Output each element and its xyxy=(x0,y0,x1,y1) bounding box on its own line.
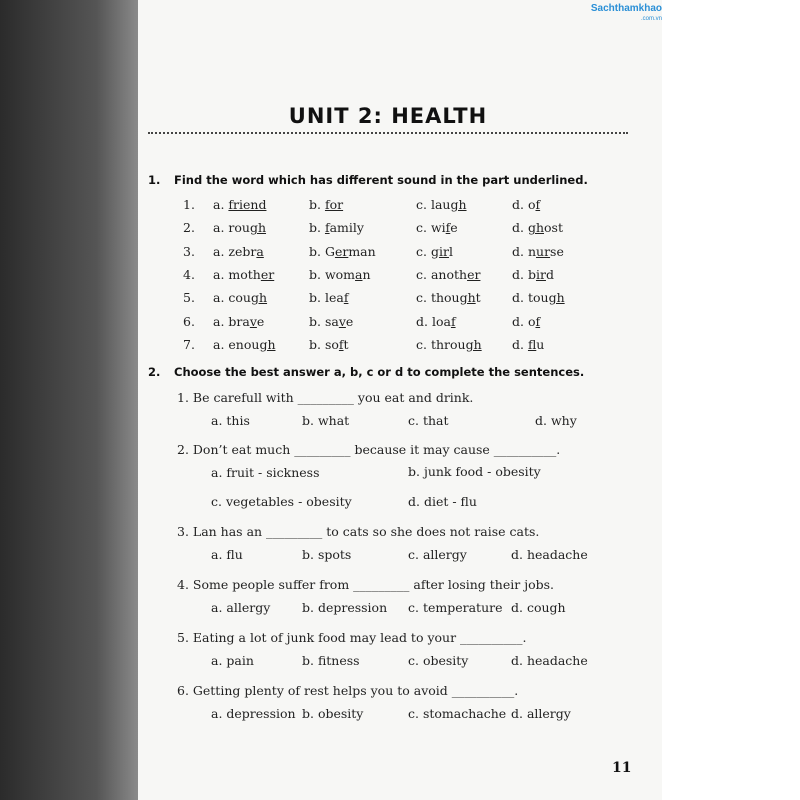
word-option xyxy=(512,220,563,235)
word-part: se xyxy=(550,243,564,259)
row-number: 5. xyxy=(183,290,195,306)
answer-option: b. obesity xyxy=(302,706,364,721)
row-number: 7. xyxy=(183,336,195,352)
word-option xyxy=(416,244,453,259)
underlined-part: gh xyxy=(259,336,276,352)
word-part: b xyxy=(527,266,536,282)
answer-option: a. pain xyxy=(211,653,254,668)
question-text: 6. Getting plenty of rest helps you to avoid __________. xyxy=(177,683,519,698)
answer-option: b. depression xyxy=(302,600,388,615)
option-letter: d. xyxy=(512,290,528,306)
underlined-part: er xyxy=(334,243,349,259)
option-letter: c. xyxy=(416,266,431,282)
option-letter: d. xyxy=(512,313,528,329)
question-text: 3. Lan has an _________ to cats so she does not raise cats. xyxy=(177,524,540,539)
option-letter: c. xyxy=(416,336,431,352)
site-logo xyxy=(582,4,662,24)
answer-option: d. cough xyxy=(511,600,566,615)
underlined-part: gh xyxy=(527,220,545,236)
word-part: so xyxy=(324,336,339,352)
word-part: loa xyxy=(431,313,451,329)
word-option xyxy=(512,267,554,282)
exercise-2-number: 2. xyxy=(148,365,161,379)
word-part: wi xyxy=(430,220,446,236)
answer-option: d. allergy xyxy=(511,706,571,721)
underlined-part: gh xyxy=(465,336,482,352)
underlined-part: a xyxy=(256,243,264,259)
word-option xyxy=(309,220,364,235)
word-option xyxy=(309,290,348,305)
answer-option: d. why xyxy=(535,413,577,428)
underlined-part: er xyxy=(260,266,275,282)
row-number: 1. xyxy=(183,197,195,212)
question-text: 5. Eating a lot of junk food may lead to your __________. xyxy=(177,630,527,645)
underlined-part: f xyxy=(535,197,541,212)
answer-option: b. what xyxy=(302,413,350,428)
answer-option: d. diet - flu xyxy=(408,494,477,509)
word-part: lu xyxy=(536,336,545,352)
word-option xyxy=(416,267,480,282)
page-title: UNIT 2: HEALTH xyxy=(288,104,488,128)
word-part: e xyxy=(345,313,354,329)
underlined-part: ir xyxy=(535,266,546,282)
word-part: e xyxy=(256,313,265,329)
underlined-part: f xyxy=(324,220,330,236)
option-letter: b. xyxy=(309,266,325,282)
underlined-part: f xyxy=(527,336,537,352)
underlined-part: f xyxy=(343,290,349,306)
word-part: ost xyxy=(544,220,563,236)
underlined-part: gh xyxy=(249,220,267,236)
word-part: moth xyxy=(228,266,261,282)
answer-option: a. flu xyxy=(211,547,243,562)
exercise-1-number: 1. xyxy=(148,173,161,187)
option-letter: d. xyxy=(512,220,528,236)
word-option xyxy=(213,290,267,305)
answer-option: d. headache xyxy=(511,653,588,668)
word-part: t xyxy=(475,290,481,306)
word-part: t xyxy=(343,336,349,352)
underlined-part: gh xyxy=(450,197,467,212)
option-letter: c. xyxy=(416,220,431,236)
word-part: cou xyxy=(228,290,251,306)
word-part: lau xyxy=(430,197,451,212)
word-option xyxy=(213,197,266,212)
word-option xyxy=(213,267,274,282)
word-part: zebr xyxy=(228,243,257,259)
word-option xyxy=(512,197,540,212)
book-spine-shadow xyxy=(0,0,138,800)
word-part: G xyxy=(324,243,335,259)
word-option xyxy=(309,197,343,212)
word-option xyxy=(512,314,540,329)
answer-option: c. obesity xyxy=(408,653,469,668)
option-letter: a. xyxy=(213,313,229,329)
word-part: sa xyxy=(324,313,339,329)
underlined-part: ir xyxy=(438,243,449,259)
answer-option: c. that xyxy=(408,413,449,428)
word-part: n xyxy=(362,266,371,282)
answer-option: d. headache xyxy=(511,547,588,562)
dotted-divider xyxy=(148,132,628,134)
underlined-part: gh xyxy=(459,290,476,306)
option-letter: b. xyxy=(309,290,325,306)
word-part: lea xyxy=(324,290,344,306)
word-option xyxy=(213,220,266,235)
word-part: e xyxy=(450,220,458,236)
answer-option: c. stomachache xyxy=(408,706,507,721)
word-option xyxy=(512,290,565,305)
underlined-part: er xyxy=(467,266,481,282)
underlined-part: f xyxy=(338,336,344,352)
question-text: 1. Be carefull with _________ you eat and drink. xyxy=(177,390,474,405)
word-part: o xyxy=(527,313,536,329)
answer-option: b. junk food - obesity xyxy=(408,464,541,479)
option-letter: b. xyxy=(309,220,325,236)
option-letter: d. xyxy=(512,336,528,352)
word-part: tou xyxy=(527,290,549,306)
word-part: thou xyxy=(430,290,460,306)
underlined-part: for xyxy=(324,197,344,212)
exercise-1-heading xyxy=(148,173,588,187)
underlined-part: friend xyxy=(228,197,267,212)
word-part: amily xyxy=(329,220,364,236)
underlined-part: f xyxy=(450,313,456,329)
word-option xyxy=(309,267,371,282)
word-part: rou xyxy=(228,220,250,236)
row-number: 6. xyxy=(183,313,195,329)
option-letter: a. xyxy=(213,336,229,352)
answer-option: c. vegetables - obesity xyxy=(211,494,352,509)
underlined-part: f xyxy=(445,220,451,236)
answer-option: b. fitness xyxy=(302,653,360,668)
option-letter: d. xyxy=(512,197,528,212)
word-option xyxy=(416,220,458,235)
underlined-part: gh xyxy=(250,290,268,306)
page-number: 11 xyxy=(612,760,632,776)
option-letter: d. xyxy=(512,266,528,282)
answer-option: a. allergy xyxy=(211,600,271,615)
word-option xyxy=(213,337,276,352)
logo-name: Sachthamkhao xyxy=(590,3,662,14)
word-part: o xyxy=(527,197,536,212)
question-text: 4. Some people suffer from _________ after losing their jobs. xyxy=(177,577,554,592)
word-option xyxy=(416,290,481,305)
underlined-part: a xyxy=(355,266,363,282)
exercise-1-instruction: Find the word which has different sound in the part underlined. xyxy=(174,173,588,187)
word-part: throu xyxy=(430,336,466,352)
underlined-part: gh xyxy=(548,290,565,306)
background xyxy=(662,0,800,800)
option-letter: b. xyxy=(309,336,325,352)
option-letter: b. xyxy=(309,197,325,212)
word-part: l xyxy=(448,243,453,259)
answer-option: a. fruit - sickness xyxy=(211,465,320,480)
word-option xyxy=(213,314,264,329)
option-letter: d. xyxy=(512,243,528,259)
word-part: g xyxy=(430,243,439,259)
word-option xyxy=(309,314,353,329)
option-letter: b. xyxy=(309,243,325,259)
option-letter: a. xyxy=(213,220,229,236)
row-number: 2. xyxy=(183,220,195,236)
word-part: d xyxy=(545,266,554,282)
word-option xyxy=(416,337,482,352)
word-part: enou xyxy=(228,336,260,352)
word-option xyxy=(512,244,564,259)
word-option xyxy=(416,314,456,329)
exercise-2-heading xyxy=(148,365,584,379)
word-part: anoth xyxy=(430,266,468,282)
row-number: 4. xyxy=(183,266,195,282)
word-option xyxy=(512,337,544,352)
row-number: 3. xyxy=(183,243,195,259)
option-letter: a. xyxy=(213,290,229,306)
word-option xyxy=(416,197,467,212)
word-part: bra xyxy=(228,313,250,329)
answer-option: a. this xyxy=(211,413,250,428)
word-part: man xyxy=(348,243,376,259)
word-option xyxy=(309,244,376,259)
option-letter: a. xyxy=(213,266,229,282)
underlined-part: f xyxy=(535,313,541,329)
word-option xyxy=(309,337,349,352)
option-letter: c. xyxy=(416,243,431,259)
option-letter: c. xyxy=(416,290,431,306)
underlined-part: ur xyxy=(536,243,551,259)
word-option xyxy=(213,244,264,259)
word-part: n xyxy=(527,243,537,259)
word-part: wom xyxy=(324,266,356,282)
option-letter: c. xyxy=(416,197,431,212)
answer-option: c. temperature xyxy=(408,600,503,615)
option-letter: b. xyxy=(309,313,325,329)
answer-option: b. spots xyxy=(302,547,352,562)
exercise-2-instruction: Choose the best answer a, b, c or d to complete the sentences. xyxy=(174,365,585,379)
answer-option: a. depression xyxy=(211,706,296,721)
answer-option: c. allergy xyxy=(408,547,467,562)
question-text: 2. Don’t eat much _________ because it may cause __________. xyxy=(177,442,561,457)
option-letter: a. xyxy=(213,243,229,259)
logo-domain: .com.vn xyxy=(640,16,662,22)
option-letter: d. xyxy=(416,313,432,329)
underlined-part: v xyxy=(249,313,257,329)
option-letter: a. xyxy=(213,197,229,212)
underlined-part: v xyxy=(338,313,346,329)
